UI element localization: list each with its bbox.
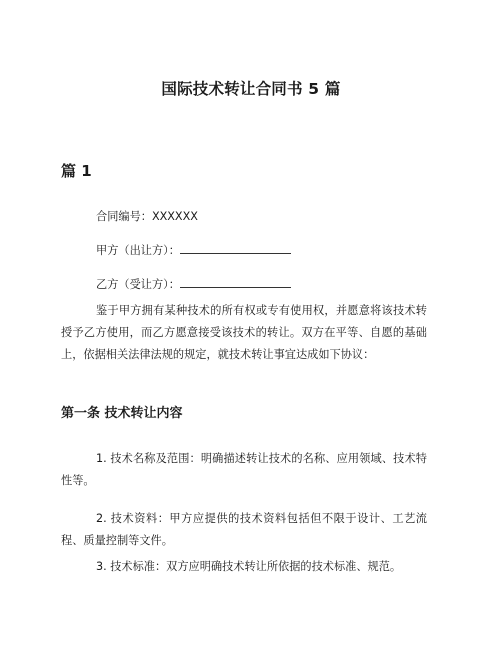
list-item: 2. 技术资料：甲方应提供的技术资料包括但不限于设计、工艺流程、质量控制等文件。	[61, 512, 427, 547]
document-title: 国际技术转让合同书 5 篇	[161, 80, 341, 98]
party-b-line	[96, 276, 291, 292]
contract-number	[96, 208, 198, 224]
party-b-label: 乙方（受让方）：	[96, 278, 180, 291]
article-heading: 第一条 技术转让内容	[61, 406, 183, 421]
party-b-blank	[180, 277, 291, 288]
contract-number-text: 合同编号：XXXXXX	[96, 210, 198, 223]
party-a-line	[96, 242, 291, 258]
intro-paragraph: 鉴于甲方拥有某种技术的所有权或专有使用权，并愿意将该技术转授予乙方使用，而乙方愿意接受该技术的转让。双方在平等、自愿的基础上，依据相关法律法规的规定，就技术转让事宜达成如下协议：	[61, 304, 427, 361]
section-heading: 篇 1	[61, 162, 92, 180]
list-item: 3. 技术标准：双方应明确技术转让所依据的技术标准、规范。	[96, 560, 402, 573]
party-a-blank	[180, 243, 291, 254]
party-a-label: 甲方（出让方）：	[96, 244, 180, 257]
list-item: 1. 技术名称及范围：明确描述转让技术的名称、应用领域、技术特性等。	[61, 452, 427, 487]
